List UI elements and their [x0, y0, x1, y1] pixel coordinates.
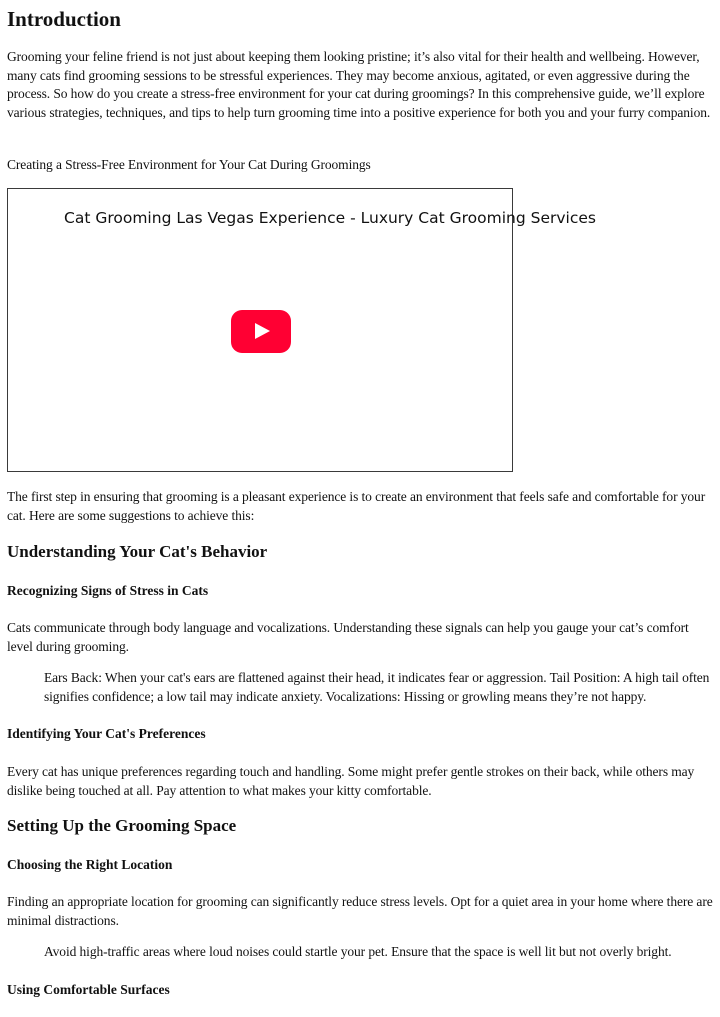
after-video-paragraph: The first step in ensuring that grooming is a pleasant experience is to create an environment that feels safe and comfortable for your cat. Here are some suggestions to achieve this: — [7, 489, 706, 523]
subsection-heading-preferences: Identifying Your Cat's Preferences — [7, 726, 206, 741]
section-heading-grooming-space: Setting Up the Grooming Space — [7, 816, 237, 835]
preferences-paragraph: Every cat has unique preferences regarding touch and handling. Some might prefer gentle strokes on their back, while others may dislike being touched at all. Pay attention to what makes your kitty comfortable. — [7, 764, 695, 798]
section-heading-behavior: Understanding Your Cat's Behavior — [7, 542, 268, 561]
youtube-play-icon[interactable] — [231, 310, 291, 353]
location-paragraph: Finding an appropriate location for grooming can significantly reduce stress levels. Opt for a quiet area in your home where there are minimal distractions. — [7, 894, 713, 928]
page-title: Introduction — [7, 7, 121, 31]
article-subtitle: Creating a Stress-Free Environment for Your Cat During Groomings — [7, 157, 371, 172]
subsection-heading-surfaces: Using Comfortable Surfaces — [7, 982, 170, 997]
video-title[interactable]: Cat Grooming Las Vegas Experience - Luxury Cat Grooming Services — [64, 209, 596, 227]
subsection-heading-location: Choosing the Right Location — [7, 857, 173, 872]
location-quote: Avoid high-traffic areas where loud noises could startle your pet. Ensure that the space is well lit but not overly bright. — [44, 944, 672, 959]
subsection-heading-stress-signs: Recognizing Signs of Stress in Cats — [7, 583, 209, 598]
stress-signs-quote: Ears Back: When your cat's ears are flattened against their head, it indicates fear or aggression. Tail Position: A high tail often signifies confidence; a low tail may indicate anxiety. Vocalizations: Hissing or growling means they’re not happy. — [44, 670, 710, 704]
intro-paragraph: Grooming your feline friend is not just about keeping them looking pristine; it’s also vital for their health and wellbeing. However, many cats find grooming sessions to be stressful experiences. They may become anxious, agitated, or even aggressive during the process. So how do you create a stress-free environment for your cat during groomings? In this comprehensive guide, we’ll explore various strategies, techniques, and tips to help turn grooming time into a positive experience for both you and your furry companion. — [7, 49, 711, 120]
video-embed[interactable] — [7, 188, 596, 472]
stress-signs-paragraph: Cats communicate through body language and vocalizations. Understanding these signals can help you gauge your cat’s comfort level during grooming. — [7, 620, 689, 654]
